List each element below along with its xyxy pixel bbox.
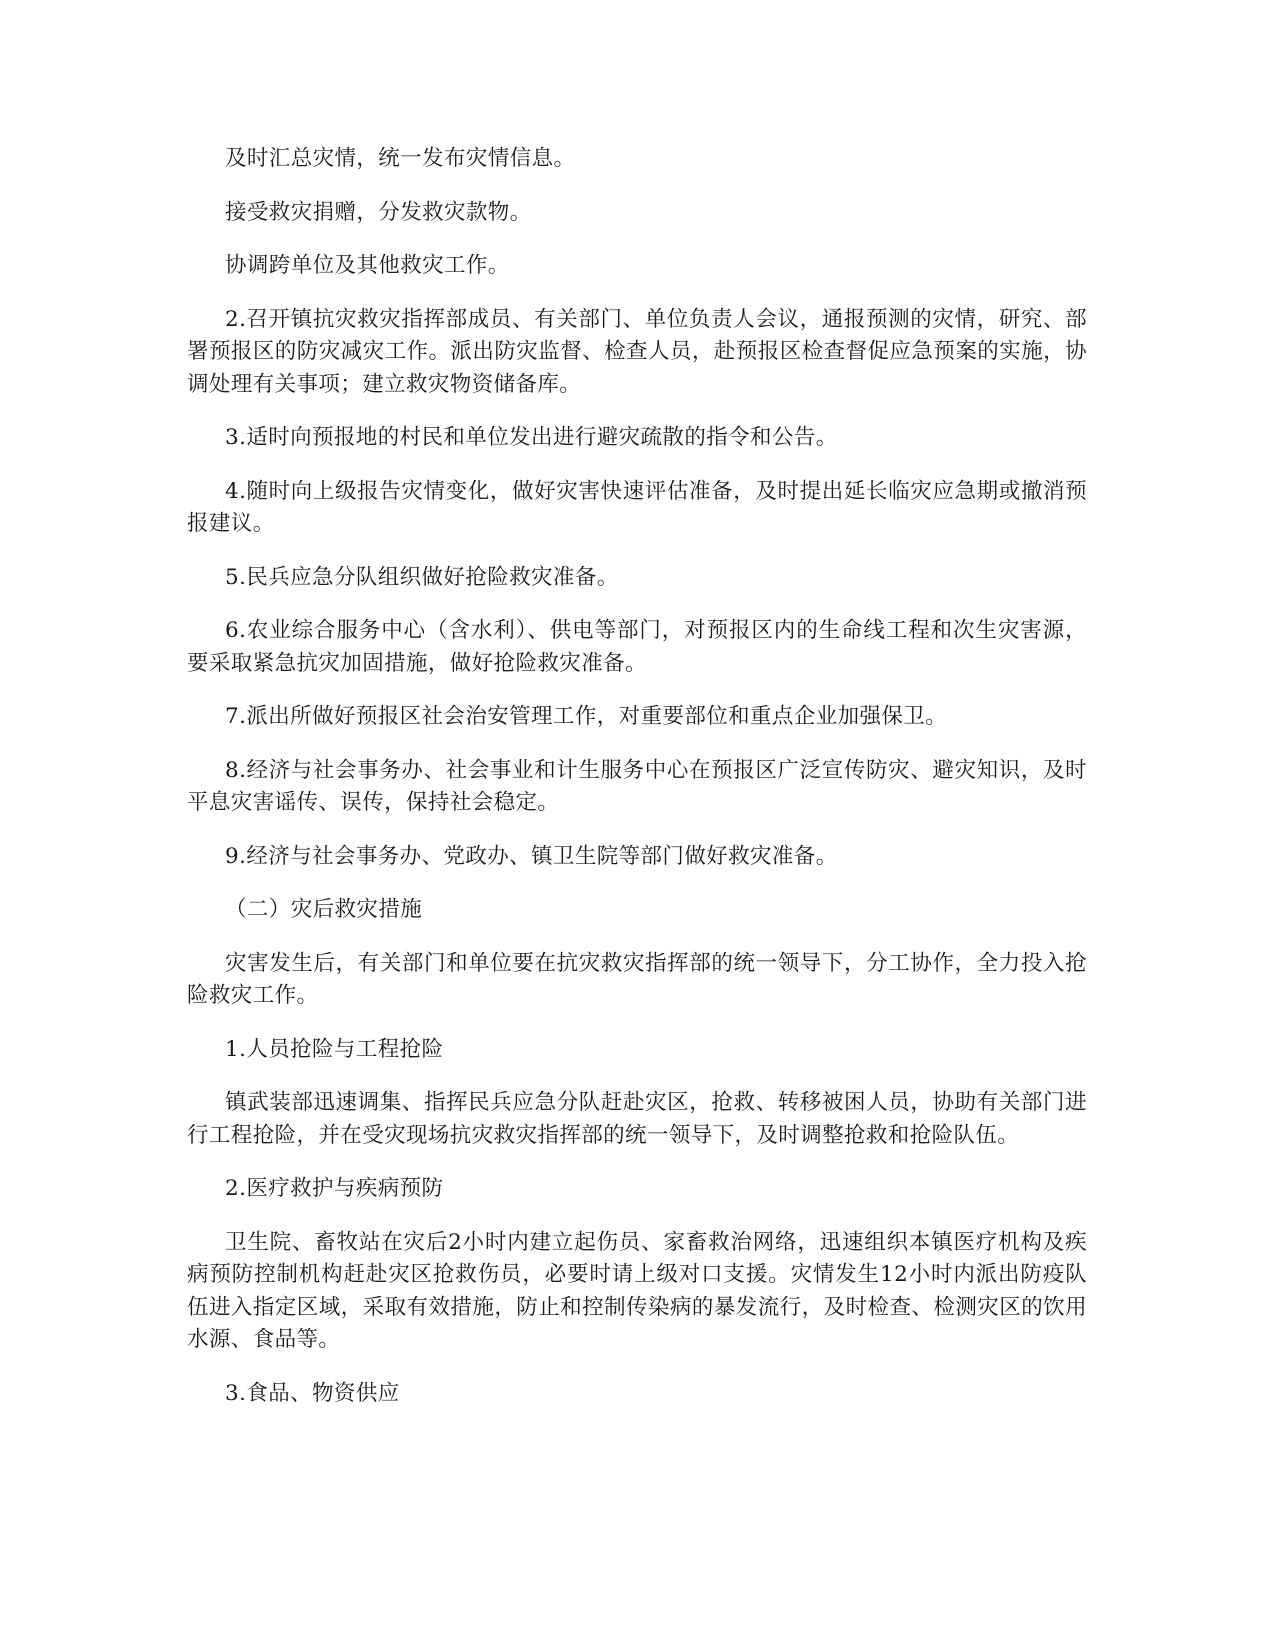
paragraph: 8.经济与社会事务办、社会事业和计生服务中心在预报区广泛宣传防灾、避灾知识，及时平息灾害谣传、误传，保持社会稳定。 [187,757,1087,815]
paragraph: 及时汇总灾情，统一发布灾情信息。 [225,146,576,171]
paragraph: 6.农业综合服务中心（含水利）、供电等部门，对预报区内的生命线工程和次生灾害源，要采取紧急抗灾加固措施，做好抢险救灾准备。 [187,618,1087,676]
section-heading: （二）灾后救灾措施 [225,897,423,922]
paragraph: 3.适时向预报地的村民和单位发出进行避灾疏散的指令和公告。 [225,425,838,450]
paragraph: 2.召开镇抗灾救灾指挥部成员、有关部门、单位负责人会议，通报预测的灾情，研究、部署预报区的防灾减灾工作。派出防灾监督、检查人员，赴预报区检查督促应急预案的实施，协调处理有关事项；建立救灾物资储备库。 [187,306,1087,397]
paragraph: 5.民兵应急分队组织做好抢险救灾准备。 [225,564,619,590]
paragraph: 卫生院、畜牧站在灾后2小时内建立起伤员、家畜救治网络，迅速组织本镇医疗机构及疾病预防控制机构赶赴灾区抢救伤员，必要时请上级对口支援。灾情发生12小时内派出防疫队伍进入指定区域，采取有效措施，防止和控制传染病的暴发流行，及时检查、检测灾区的饮用水源、食品等。 [187,1229,1087,1352]
subsection-heading: 2.医疗救护与疾病预防 [225,1176,444,1201]
subsection-heading: 3.食品、物资供应 [225,1380,400,1406]
paragraph: 灾害发生后，有关部门和单位要在抗灾救灾指挥部的统一领导下，分工协作，全力投入抢险救灾工作。 [187,950,1087,1008]
document-body [187,143,1087,1431]
subsection-heading: 1.人员抢险与工程抢险 [225,1036,444,1062]
paragraph: 协调跨单位及其他救灾工作。 [225,253,510,278]
paragraph: 9.经济与社会事务办、党政办、镇卫生院等部门做好救灾准备。 [225,843,838,869]
paragraph: 镇武装部迅速调集、指挥民兵应急分队赶赴灾区，抢救、转移被困人员，协助有关部门进行工程抢险，并在受灾现场抗灾救灾指挥部的统一领导下，及时调整抢救和抢险队伍。 [187,1090,1087,1148]
paragraph: 4.随时向上级报告灾情变化，做好灾害快速评估准备，及时提出延长临灾应急期或撤消预报建议。 [187,478,1087,536]
paragraph: 接受救灾捐赠，分发救灾款物。 [225,199,532,225]
paragraph: 7.派出所做好预报区社会治安管理工作，对重要部位和重点企业加强保卫。 [225,704,948,729]
